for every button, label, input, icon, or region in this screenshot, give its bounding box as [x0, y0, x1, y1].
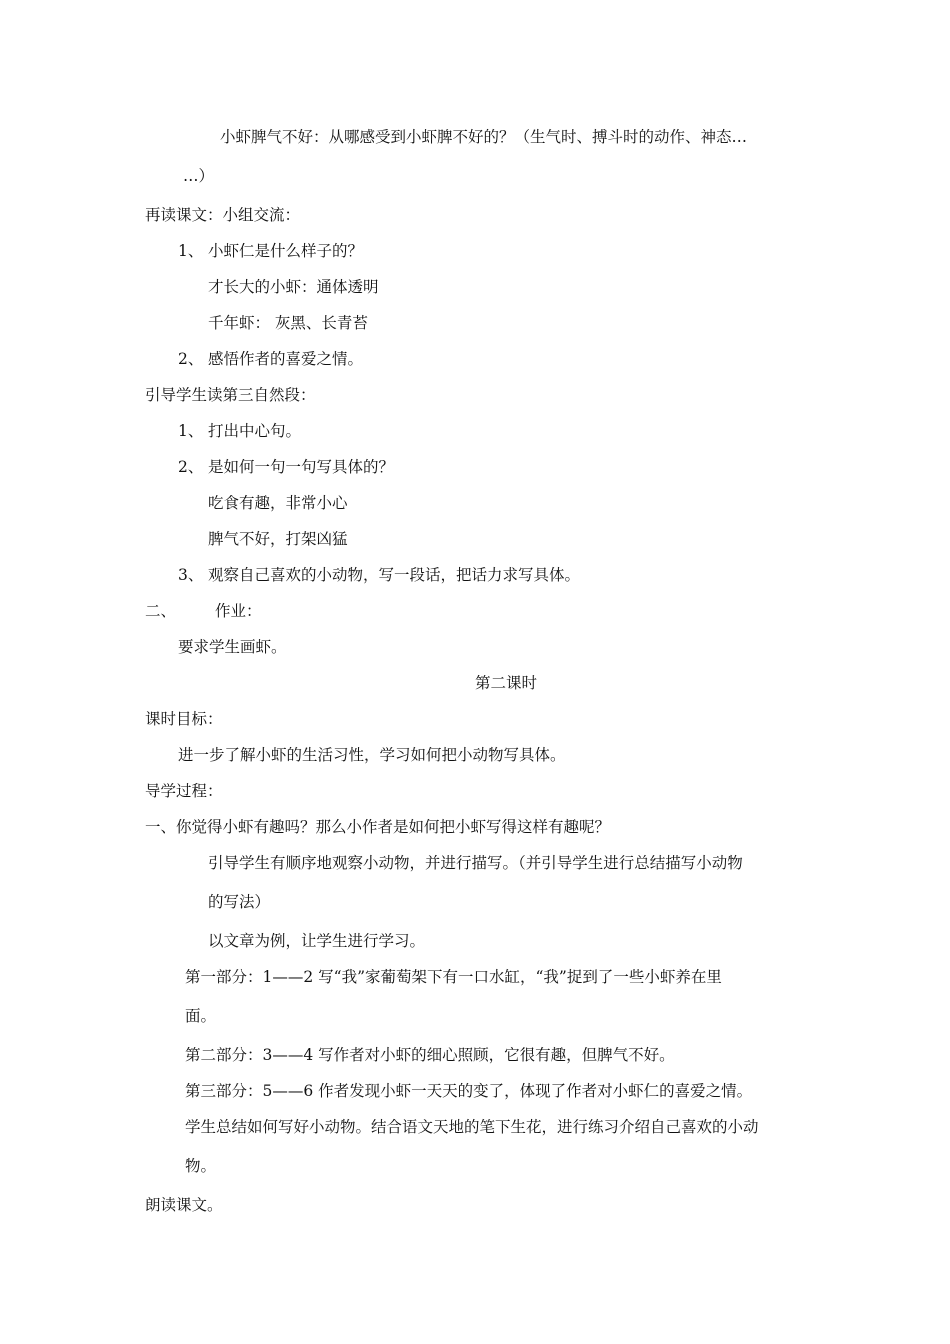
lesson-title: 第二课时 — [474, 674, 537, 692]
text-line: 进一步了解小虾的生活习性，学习如何把小动物写具体。 — [178, 746, 566, 764]
list-number: 1、 — [178, 422, 204, 440]
text-line: 学生总结如何写好小动物。结合语文天地的笔下生花，进行练习介绍自己喜欢的小动 — [185, 1118, 759, 1136]
text-line: 第三部分：5——6 作者发现小虾一天天的变了，体现了作者对小虾仁的喜爱之情。 — [185, 1082, 753, 1100]
list-item-text: 小虾仁是什么样子的？ — [208, 242, 364, 260]
list-number: 2、 — [178, 458, 204, 476]
text-line: 脾气不好，打架凶猛 — [208, 530, 348, 548]
list-item-text: 打出中心句。 — [208, 422, 302, 440]
text-line: 第一部分：1——2 写“我”家葡萄架下有一口水缸，“我”捉到了一些小虾养在里 — [185, 968, 722, 986]
section-heading-text: 作业： — [215, 602, 262, 620]
section-heading — [145, 601, 262, 621]
text-line: 面。 — [185, 1007, 217, 1025]
text-line: 才长大的小虾：通体透明 — [208, 278, 379, 296]
section-heading: 一、你觉得小虾有趣吗？那么小作者是如何把小虾写得这样有趣呢？ — [145, 818, 611, 836]
section-heading: 再读课文：小组交流： — [145, 206, 301, 224]
text-line: 小虾脾气不好：从哪感受到小虾脾不好的？（生气时、搏斗时的动作、神态… — [220, 128, 748, 146]
text-line: 引导学生有顺序地观察小动物，并进行描写。（并引导学生进行总结描写小动物 — [208, 854, 743, 872]
section-heading: 课时目标： — [145, 710, 223, 728]
list-item — [178, 457, 394, 477]
list-item-text: 感悟作者的喜爱之情。 — [208, 350, 364, 368]
text-line: 的写法） — [208, 893, 271, 911]
section-heading: 引导学生读第三自然段： — [145, 386, 316, 404]
section-number: 二、 — [145, 602, 177, 620]
list-item — [178, 421, 301, 441]
list-number: 1、 — [178, 242, 204, 260]
text-line: …） — [183, 167, 215, 185]
text-line: 吃食有趣，非常小心 — [208, 494, 348, 512]
list-item — [178, 565, 580, 585]
list-item — [178, 349, 363, 369]
text-line: 朗读课文。 — [145, 1196, 223, 1214]
list-number: 3、 — [178, 566, 204, 584]
text-line: 要求学生画虾。 — [178, 638, 287, 656]
list-number: 2、 — [178, 350, 204, 368]
text-line: 第二部分：3——4 写作者对小虾的细心照顾，它很有趣，但脾气不好。 — [185, 1046, 675, 1064]
list-item-text: 是如何一句一句写具体的？ — [208, 458, 395, 476]
list-item — [178, 241, 363, 261]
text-line: 以文章为例，让学生进行学习。 — [208, 932, 426, 950]
text-line: 物。 — [185, 1157, 217, 1175]
section-heading: 导学过程： — [145, 782, 223, 800]
list-item-text: 观察自己喜欢的小动物，写一段话，把话力求写具体。 — [208, 566, 581, 584]
text-line: 千年虾： 灰黑、长青苔 — [208, 314, 368, 332]
